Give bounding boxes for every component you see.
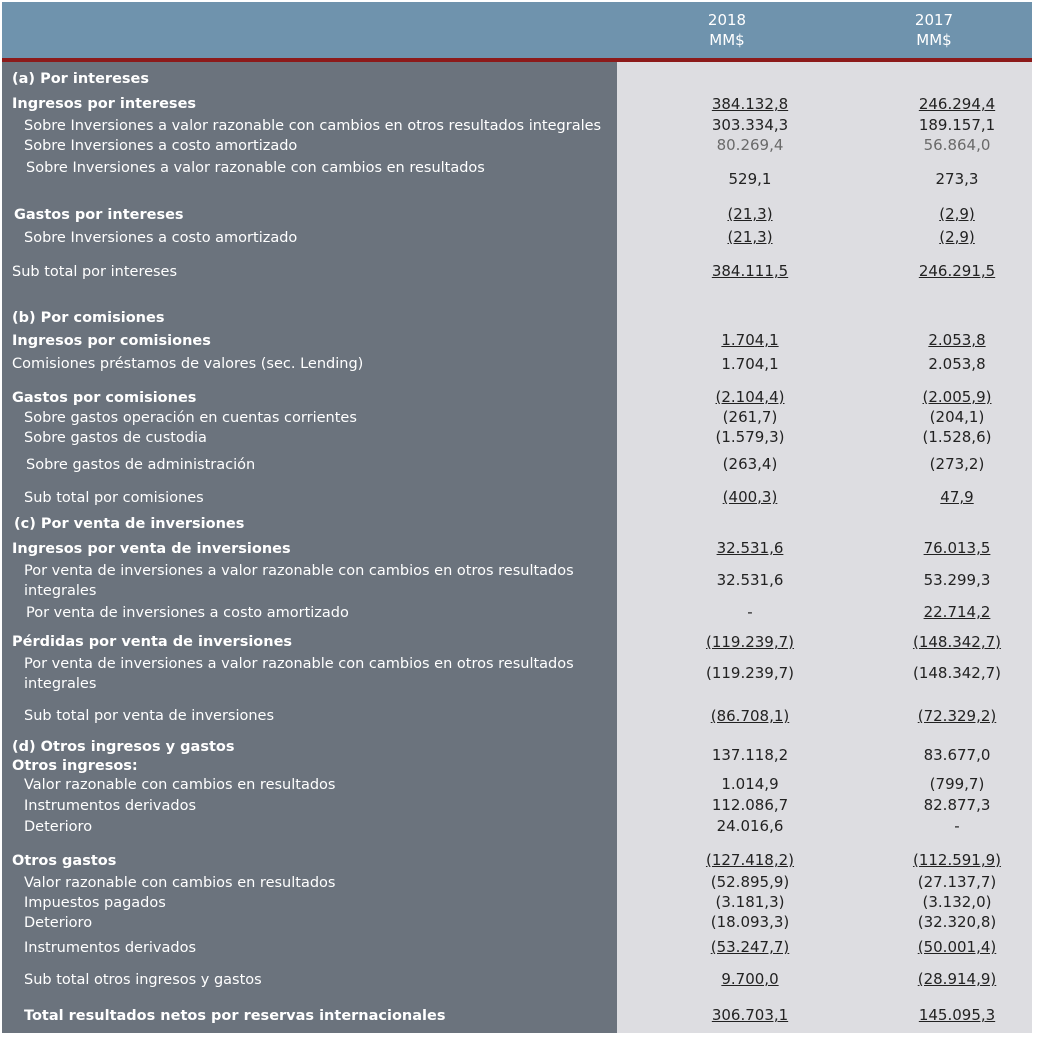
value-2017: 76.013,5 [923,539,991,557]
row-label: Sub total por venta de inversiones [24,708,275,724]
value-2018: (261,7) [722,408,778,426]
value-2017: 56.864,0 [923,136,991,154]
value-2017: 2.053,8 [928,331,986,349]
value-2018: 384.132,8 [711,95,789,113]
row-label: Pérdidas por venta de inversiones [12,634,293,650]
value-2018: (119.239,7) [705,664,795,682]
row-label: (c) Por venta de inversiones [14,516,245,532]
value-2018: (3.181,3) [715,893,785,911]
value-2017: (204,1) [929,408,985,426]
value-2017: (32.320,8) [917,913,997,931]
value-2017: 246.291,5 [918,262,996,280]
value-2018: 24.016,6 [716,817,784,835]
value-2017: 2.053,8 [928,355,986,373]
value-2018: 112.086,7 [711,796,789,814]
row-label: Sub total otros ingresos y gastos [24,972,262,988]
row-label: Sobre Inversiones a costo amortizado [24,230,298,246]
row-label: Instrumentos derivados [24,798,197,814]
row-label: Deterioro [24,915,93,931]
value-2018: (53.247,7) [710,938,790,956]
value-2017: (50.001,4) [917,938,997,956]
value-2018: 137.118,2 [711,746,789,764]
row-label: Sobre Inversiones a valor razonable con cambios en otros resultados integrales [24,118,602,134]
value-2017: (2,9) [939,205,975,223]
value-2018: - [747,603,753,621]
header-col-2018 [667,10,787,50]
value-2017: (28.914,9) [917,970,997,988]
value-2017: 53.299,3 [923,571,991,589]
header-year: 2018 [707,11,747,29]
value-2018: (21,3) [727,228,773,246]
row-label: Otros gastos [12,853,117,869]
row-label: Sobre gastos operación en cuentas corrientes [24,410,357,426]
row-label: Por venta de inversiones a costo amortizado [26,605,349,621]
row-label: Por venta de inversiones a valor razonable con cambios en otros resultados [24,563,574,579]
row-label: Sobre Inversiones a valor razonable con cambios en resultados [26,160,485,176]
value-2018: 1.704,1 [721,331,779,349]
value-2017: (27.137,7) [917,873,997,891]
row-label: Por venta de inversiones a valor razonable con cambios en otros resultados [24,656,574,672]
value-2017: - [954,817,960,835]
value-2018: 384.111,5 [711,262,789,280]
row-label: Instrumentos derivados [24,940,197,956]
value-2018: (263,4) [722,455,778,473]
row-label: Sobre gastos de administración [26,457,256,473]
value-2018: (86.708,1) [710,707,790,725]
value-2018: (21,3) [727,205,773,223]
value-2017: (2.005,9) [922,388,992,406]
value-2018: 306.703,1 [711,1006,789,1024]
value-2017: 246.294,4 [918,95,996,113]
value-2017: (273,2) [929,455,985,473]
value-2017: 47,9 [940,488,974,506]
value-2018: 32.531,6 [716,539,784,557]
row-label: Sobre Inversiones a costo amortizado [24,138,298,154]
row-label: Valor razonable con cambios en resultados [24,777,336,793]
value-2017: (2,9) [939,228,975,246]
row-label-continued: integrales [24,583,97,599]
row-label: Total resultados netos por reservas internacionales [24,1008,446,1024]
value-2018: 303.334,3 [711,116,789,134]
value-2017: (1.528,6) [922,428,992,446]
header-unit: MM$ [709,31,745,49]
value-2018: 1.704,1 [721,355,779,373]
header-unit: MM$ [916,31,952,49]
row-label: Ingresos por intereses [12,96,197,112]
row-label: Ingresos por venta de inversiones [12,541,291,557]
value-2018: 9.700,0 [721,970,779,988]
value-2018: (1.579,3) [715,428,785,446]
value-2017: 189.157,1 [918,116,996,134]
value-2017: 145.095,3 [918,1006,996,1024]
value-2018: (2.104,4) [715,388,785,406]
value-2017: 83.677,0 [923,746,991,764]
value-2017: (3.132,0) [922,893,992,911]
row-label: Ingresos por comisiones [12,333,211,349]
value-2018: 529,1 [728,170,772,188]
header-col-2017 [874,10,994,50]
row-label: (d) Otros ingresos y gastos [12,739,235,755]
value-2017: 273,3 [935,170,979,188]
row-label: Impuestos pagados [24,895,166,911]
value-2018: (18.093,3) [710,913,790,931]
value-2017: (148.342,7) [912,633,1002,651]
value-2017: (112.591,9) [912,851,1002,869]
value-2018: 80.269,4 [716,136,784,154]
value-2017: 82.877,3 [923,796,991,814]
value-2017: 22.714,2 [923,603,991,621]
value-2018: 32.531,6 [716,571,784,589]
row-label: Otros ingresos: [12,758,138,774]
value-2017: (799,7) [929,775,985,793]
row-label: Deterioro [24,819,93,835]
row-label: Sub total por comisiones [24,490,204,506]
value-2018: 1.014,9 [721,775,779,793]
row-label: (b) Por comisiones [12,310,165,326]
table-header [2,2,1032,58]
header-year: 2017 [914,11,954,29]
row-label: Valor razonable con cambios en resultados [24,875,336,891]
value-2018: (52.895,9) [710,873,790,891]
row-label: Gastos por intereses [14,207,184,223]
row-label: Sobre gastos de custodia [24,430,207,446]
value-2017: (148.342,7) [912,664,1002,682]
value-2018: (400,3) [722,488,778,506]
value-2018: (127.418,2) [705,851,795,869]
row-label: Comisiones préstamos de valores (sec. Lending) [12,356,364,372]
value-2018: (119.239,7) [705,633,795,651]
value-2017: (72.329,2) [917,707,997,725]
row-label: (a) Por intereses [12,71,150,87]
row-label-continued: integrales [24,676,97,692]
row-label: Gastos por comisiones [12,390,197,406]
row-label: Sub total por intereses [12,264,178,280]
